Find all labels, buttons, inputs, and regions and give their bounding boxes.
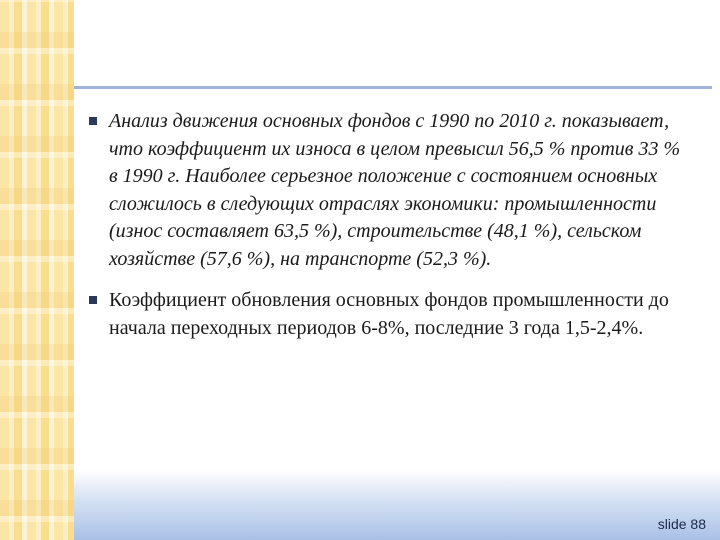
square-bullet-icon bbox=[89, 117, 97, 125]
square-bullet-icon bbox=[89, 296, 97, 304]
slide-number: slide 88 bbox=[657, 516, 706, 532]
bottom-gradient-band bbox=[74, 470, 720, 540]
bullet-text: Анализ движения основных фондов с 1990 по 2010 г. показывает, что коэффициент их износа в целом превысил 56,5 % против 33 % в 1990 г. Наиболее серьезное положение с состоянием основных сложилось в следующих отраслях экономики: промышленности (износ составляет 63,5 %), строительстве (48,1 %), сельском хозяйстве (57,6 %), на транспорте (52,3 %). bbox=[109, 110, 681, 270]
left-decorative-band bbox=[0, 0, 74, 540]
bullet-list bbox=[85, 108, 685, 342]
bullet-item-wear-analysis bbox=[85, 108, 685, 273]
title-divider-line bbox=[74, 86, 712, 89]
bullet-text: Коэффициент обновления основных фондов промышленности до начала переходных периодов 6-8%, последние 3 года 1,5-2,4%. bbox=[109, 289, 669, 339]
bullet-item-renewal-coefficient bbox=[85, 287, 685, 342]
